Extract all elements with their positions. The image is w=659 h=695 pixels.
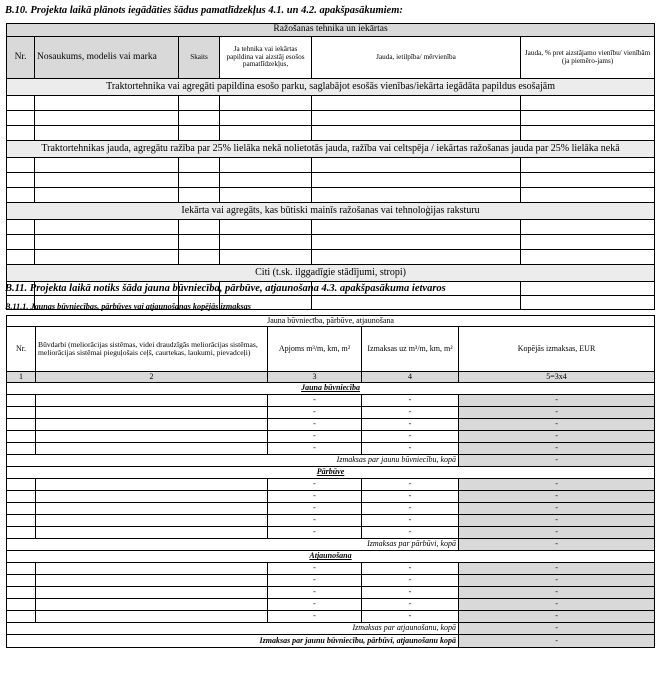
dash: - [268,587,362,599]
b10-group-header: Ražošanas tehnika un iekārtas [7,24,655,37]
cell[interactable] [7,479,36,491]
dash: - [268,491,362,503]
cell[interactable] [36,527,268,539]
b10-section-2: Traktortehnikas jauda, agregātu ražība par 25% lielāka nekā nolietotās jauda, ražība vai celtspēja / iekārtas ražošanas jauda par 25% lielāka nekā [7,141,655,158]
cell[interactable] [7,431,36,443]
cell[interactable] [35,220,179,235]
b11-header-total: Kopējās izmaksas, EUR [459,327,655,372]
cell[interactable] [35,235,179,250]
cell[interactable] [312,126,521,141]
cell[interactable] [36,479,268,491]
cell[interactable] [179,220,220,235]
cell[interactable] [220,111,312,126]
cell[interactable] [521,250,655,265]
dash: - [362,395,459,407]
b11-header-unit-cost: Izmaksas uz m³/m, km, m² [362,327,459,372]
dash: - [362,515,459,527]
cell[interactable] [35,126,179,141]
cell[interactable] [220,235,312,250]
cell[interactable] [7,395,36,407]
col-number: 1 [7,372,36,383]
b11-section-renovation: Atjaunošana [7,551,655,563]
b11-construction-table [6,315,655,648]
cell[interactable] [312,250,521,265]
cell[interactable] [220,250,312,265]
cell[interactable] [7,220,35,235]
cell[interactable] [36,611,268,623]
cell[interactable] [312,158,521,173]
dash: - [268,599,362,611]
cell[interactable] [35,96,179,111]
b11-header-objects: Būvdarbi (meliorācijas sistēmas, videi draudzīgās meliorācijas sistēmas, meliorācijas sistēmai pieguļošais ceļš, caurtekas, laukumi, pievadceļi) [36,327,268,372]
dash: - [362,419,459,431]
cell[interactable] [7,587,36,599]
b10-header-name: Nosaukums, modelis vai marka [35,37,179,79]
cell[interactable] [521,235,655,250]
cell[interactable] [179,158,220,173]
cell[interactable] [35,173,179,188]
dash: - [459,587,655,599]
dash: - [459,443,655,455]
dash: - [268,575,362,587]
cell[interactable] [312,173,521,188]
b11-group-header: Jauna būvniecība, pārbūve, atjaunošana [7,316,655,327]
cell[interactable] [521,111,655,126]
dash: - [362,611,459,623]
dash: - [362,587,459,599]
dash: - [459,527,655,539]
dash: - [459,539,655,551]
b10-equipment-table [6,23,655,310]
dash: - [362,491,459,503]
cell[interactable] [312,188,521,203]
dash: - [459,419,655,431]
cell[interactable] [312,296,521,310]
b10-section-4: Citi (t.sk. ilggadīgie stādījumi, stropi) [7,265,655,282]
cell[interactable] [7,235,35,250]
dash: - [268,515,362,527]
cell[interactable] [179,173,220,188]
cell[interactable] [36,431,268,443]
cell[interactable] [7,515,36,527]
cell[interactable] [312,96,521,111]
dash: - [268,503,362,515]
cell[interactable] [7,599,36,611]
b10-header-percent: Jauda, % pret aizstājamo vienību/ vienībām (ja piemēro-jams) [521,37,655,79]
cell[interactable] [220,173,312,188]
cell[interactable] [312,111,521,126]
col-number: 4 [362,372,459,383]
b11-section-new-construction: Jauna būvniecība [7,383,655,395]
dash: - [362,503,459,515]
b10-header-power: Jauda, ietilpība/ mērvienība [312,37,521,79]
dash: - [268,431,362,443]
dash: - [268,395,362,407]
cell[interactable] [7,126,35,141]
cell[interactable] [7,527,36,539]
cell[interactable] [35,111,179,126]
cell[interactable] [7,491,36,503]
cell[interactable] [220,158,312,173]
cell[interactable] [35,158,179,173]
cell[interactable] [7,96,35,111]
dash: - [362,575,459,587]
cell[interactable] [7,503,36,515]
b10-header-supplements: Ja tehnika vai iekārtas papildina vai aizstāj esošos pamatlīdzekļus, [220,37,312,79]
dash: - [268,443,362,455]
dash: - [459,623,655,635]
dash: - [268,611,362,623]
dash: - [459,611,655,623]
dash: - [459,395,655,407]
cell[interactable] [36,443,268,455]
cell[interactable] [36,587,268,599]
b10-header-nr: Nr. [7,37,35,79]
cell[interactable] [179,111,220,126]
dash: - [268,479,362,491]
dash: - [268,407,362,419]
dash: - [362,563,459,575]
cell[interactable] [220,96,312,111]
cell[interactable] [36,515,268,527]
dash: - [459,575,655,587]
dash: - [459,635,655,648]
dash: - [362,431,459,443]
b11-total-renovation: Izmaksas par atjaunošanu, kopā [7,623,459,635]
b11-total-reconstruction: Izmaksas par pārbūvi, kopā [7,539,459,551]
dash: - [362,527,459,539]
dash: - [459,599,655,611]
cell[interactable] [35,188,179,203]
cell[interactable] [7,443,36,455]
cell[interactable] [7,407,36,419]
cell[interactable] [36,503,268,515]
cell[interactable] [521,158,655,173]
dash: - [268,563,362,575]
dash: - [362,443,459,455]
cell[interactable] [521,282,655,296]
cell[interactable] [521,126,655,141]
cell[interactable] [179,235,220,250]
b10-section-3: Iekārta vai agregāts, kas būtiski mainīs ražošanas vai tehnoloģijas raksturu [7,203,655,220]
dash: - [459,563,655,575]
cell[interactable] [36,599,268,611]
cell[interactable] [7,188,35,203]
dash: - [459,503,655,515]
cell[interactable] [521,173,655,188]
dash: - [362,599,459,611]
b11-header-nr: Nr. [7,327,36,372]
b10-title: B.10. Projekta laikā plānots iegādāties šādus pamatlīdzekļus 4.1. un 4.2. apakšpasākumiem: [5,5,403,16]
b10-section-1: Traktortehnika vai agregāti papildina esošo parku, saglabājot esošās vienības/iekārta iegādāta papildus esošajām [7,79,655,96]
cell[interactable] [36,395,268,407]
cell[interactable] [179,250,220,265]
cell[interactable] [7,158,35,173]
dash: - [268,419,362,431]
cell[interactable] [220,188,312,203]
cell[interactable] [36,407,268,419]
cell[interactable] [312,220,521,235]
cell[interactable] [220,126,312,141]
col-number: 2 [36,372,268,383]
col-number: 5=3x4 [459,372,655,383]
cell[interactable] [36,575,268,587]
cell[interactable] [36,419,268,431]
cell[interactable] [7,419,36,431]
cell[interactable] [521,188,655,203]
dash: - [459,479,655,491]
dash: - [362,479,459,491]
dash: - [459,515,655,527]
b11-grand-total-label: Izmaksas par jaunu būvniecību, pārbūvi, atjaunošanu kopā [7,635,459,648]
cell[interactable] [7,575,36,587]
cell[interactable] [7,250,35,265]
cell[interactable] [7,611,36,623]
cell[interactable] [7,111,35,126]
cell[interactable] [521,220,655,235]
cell[interactable] [7,563,36,575]
cell[interactable] [179,188,220,203]
dash: - [362,407,459,419]
cell[interactable] [35,250,179,265]
cell[interactable] [521,96,655,111]
col-number: 3 [268,372,362,383]
b11-total-new-construction: Izmaksas par jaunu būvniecību, kopā [7,455,459,467]
cell[interactable] [36,563,268,575]
dash: - [268,527,362,539]
cell[interactable] [179,96,220,111]
b11-subtitle: B.11.1. Jaunas būvniecības, pārbūves vai atjaunošanas kopējās izmaksas [5,302,251,311]
cell[interactable] [179,126,220,141]
dash: - [459,431,655,443]
b11-header-volume: Apjoms m³/m, km, m² [268,327,362,372]
b11-title: B.11. Projekta laikā notiks šāda jauna būvniecība, pārbūve, atjaunošana 4.3. apakšpasākuma ietvaros [5,283,446,294]
b11-section-reconstruction: Pārbūve [7,467,655,479]
cell[interactable] [312,235,521,250]
cell[interactable] [36,491,268,503]
cell[interactable] [220,220,312,235]
dash: - [459,455,655,467]
b10-header-count: Skaits [179,37,220,79]
cell[interactable] [521,296,655,310]
cell[interactable] [7,173,35,188]
dash: - [459,491,655,503]
dash: - [459,407,655,419]
